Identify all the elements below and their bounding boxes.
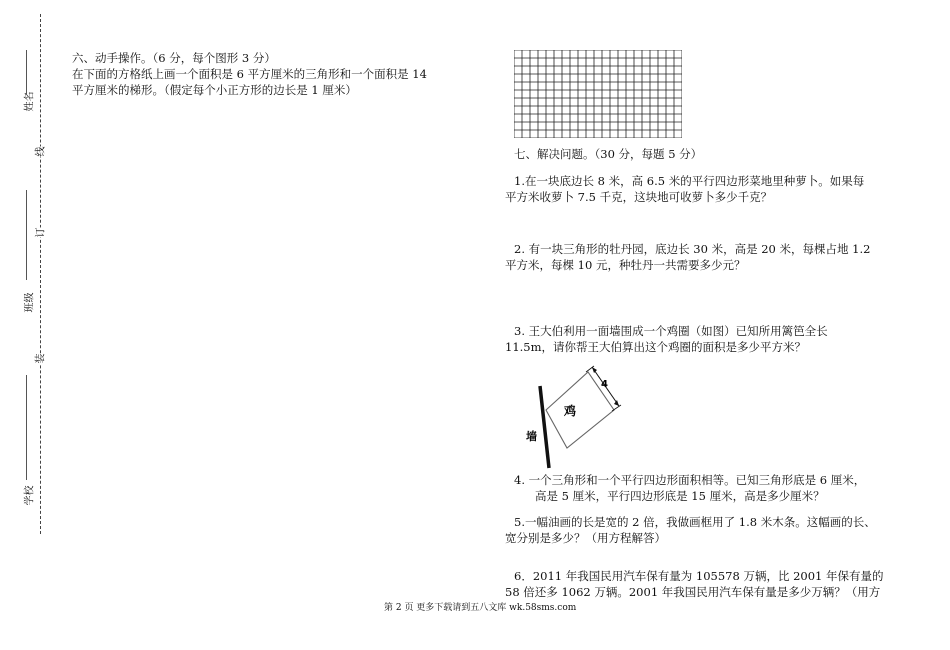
wall-label: 墙 bbox=[526, 430, 537, 443]
school-blank bbox=[26, 375, 27, 480]
q3-line1: 3. 王大伯利用一面墙围成一个鸡圈（如图）已知所用篱笆全长 bbox=[514, 324, 828, 338]
q3-line2: 11.5m，请你帮王大伯算出这个鸡圈的面积是多少平方米？ bbox=[505, 340, 807, 354]
section7-heading: 七、解决问题。（30 分，每题 5 分） bbox=[514, 147, 703, 161]
section6-line2: 平方厘米的梯形。（假定每个小正方形的边长是 1 厘米） bbox=[72, 83, 357, 97]
q4-line1: 4. 一个三角形和一个平行四边形面积相等。已知三角形底是 6 厘米， bbox=[514, 473, 866, 487]
class-label: 班级 bbox=[24, 292, 36, 313]
q4-line2: 高是 5 厘米，平行四边形底是 15 厘米，高是多少厘米？ bbox=[535, 489, 825, 503]
page-footer: 第 2 页 更多下载请到五八文库 wk.58sms.com bbox=[384, 603, 577, 613]
q1-line2: 平方米收萝卜 7.5 千克，这块地可收萝卜多少千克？ bbox=[505, 190, 773, 204]
section6-heading: 六、动手操作。（6 分，每个图形 3 分） bbox=[72, 51, 276, 65]
side-label: 4 bbox=[601, 379, 608, 390]
grid-paper bbox=[514, 50, 682, 138]
q2-line1: 2. 有一块三角形的牡丹园，底边长 30 米，高是 20 米，每棵占地 1.2 bbox=[514, 242, 871, 256]
name-blank bbox=[26, 50, 27, 94]
name-label: 姓名 bbox=[24, 91, 36, 112]
binding-line bbox=[40, 14, 41, 534]
wall-line bbox=[540, 386, 549, 468]
q1-line1: 1.在一块底边长 8 米，高 6.5 米的平行四边形菜地里种萝卜。如果每 bbox=[514, 174, 865, 188]
section6-line1: 在下面的方格纸上画一个面积是 6 平方厘米的三角形和一个面积是 14 bbox=[72, 67, 427, 81]
q5-line1: 5.一幅油画的长是宽的 2 倍，我做画框用了 1.8 米木条。这幅画的长、 bbox=[514, 515, 876, 529]
class-blank bbox=[26, 190, 27, 280]
school-label: 学校 bbox=[24, 485, 36, 506]
pen-label: 鸡 bbox=[564, 404, 577, 418]
q5-line2: 宽分别是多少？（用方程解答） bbox=[505, 531, 666, 545]
bind-char: 订 bbox=[32, 228, 47, 238]
line-char: 线 bbox=[32, 147, 47, 157]
seal-char: 装 bbox=[32, 354, 47, 364]
chicken-pen-figure bbox=[522, 360, 632, 476]
q6-line2: 58 倍还多 1062 万辆。2001 年我国民用汽车保有量是多少万辆？（用方 bbox=[505, 585, 881, 599]
q2-line2: 平方米，每棵 10 元，种牡丹一共需要多少元？ bbox=[505, 258, 746, 272]
q6-line1: 6．2011 年我国民用汽车保有量为 105578 万辆，比 2001 年保有量的 bbox=[514, 569, 884, 583]
